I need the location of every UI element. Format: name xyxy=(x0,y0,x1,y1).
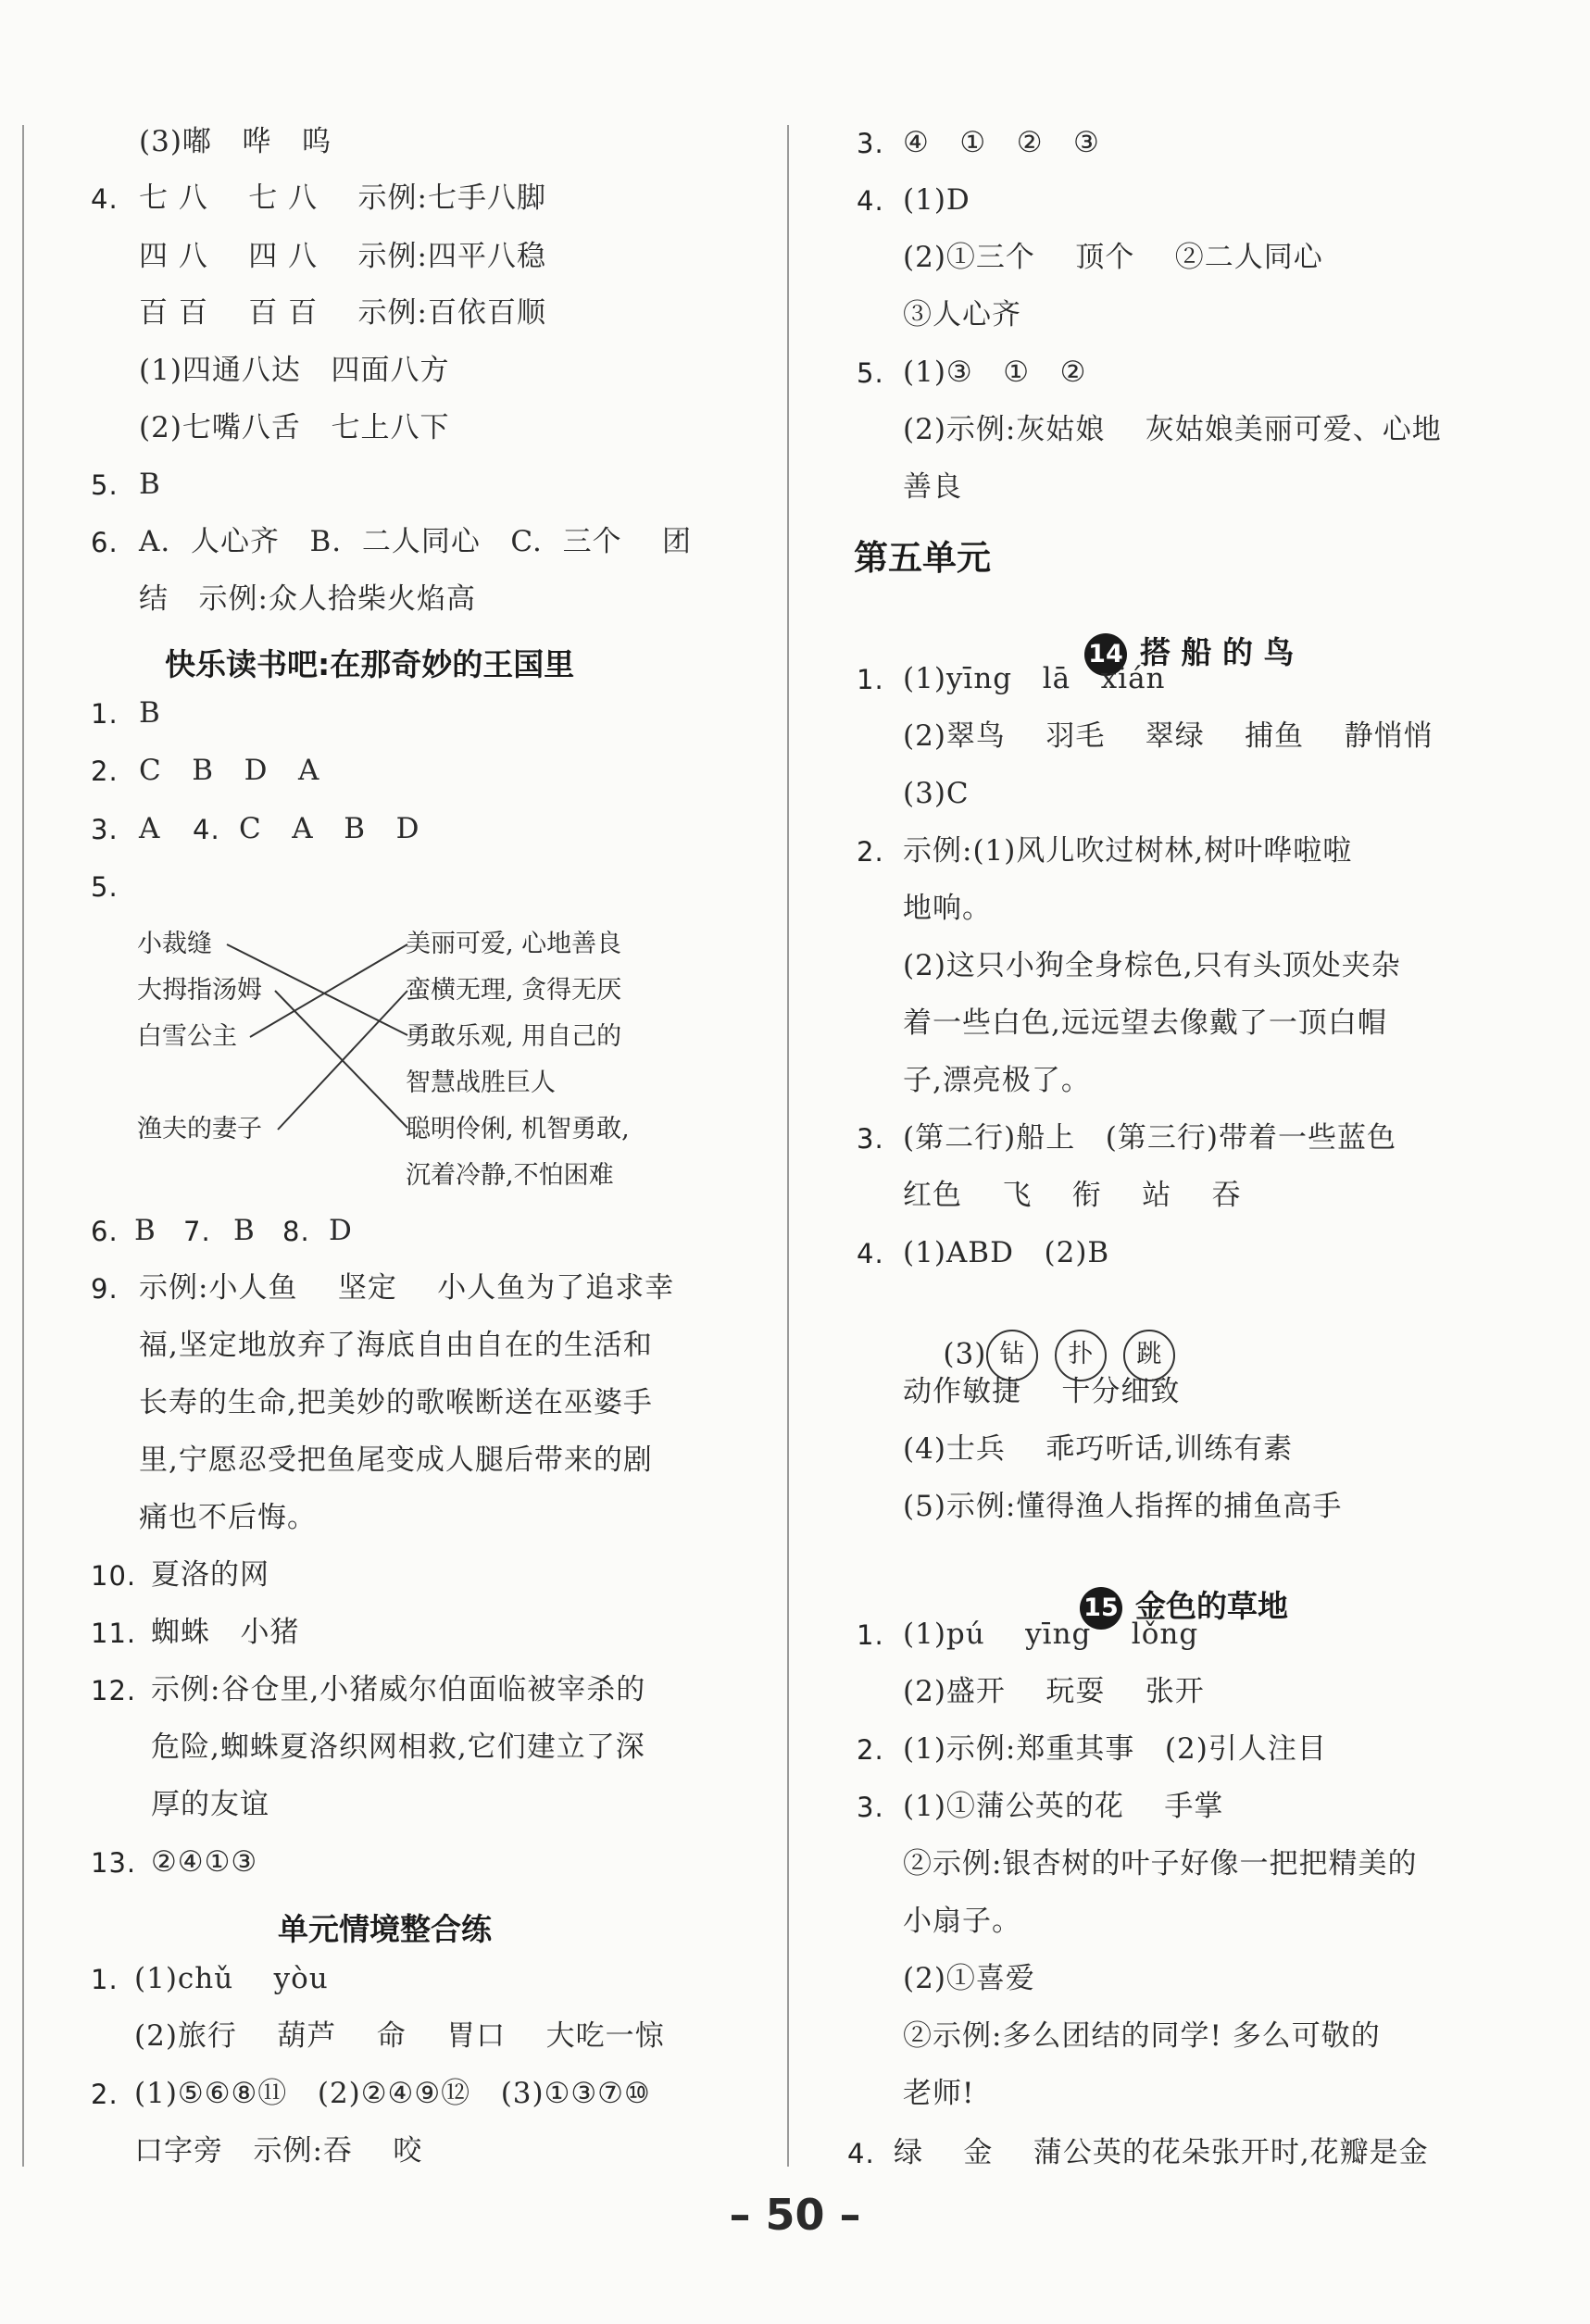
page-number: – 50 – xyxy=(729,2190,861,2240)
section-title-reading: 快乐读书吧:在那奇妙的王国里 xyxy=(165,646,575,682)
answer-line: 结 示例:众人拾柴火焰高 xyxy=(139,582,477,616)
answer-line: 口字旁 示例:吞 咬 xyxy=(134,2134,423,2168)
question-number: 2. xyxy=(91,756,119,787)
answer-line: 四 八 四 八 示例:四平八稳 xyxy=(139,240,546,273)
answer-line: (2)①喜爱 xyxy=(903,1962,1035,1995)
answer-line: A. 人心齐 B. 二人同心 C. 三个 团 xyxy=(139,525,693,558)
question-number: 3. xyxy=(857,1792,884,1823)
question-number: 4. xyxy=(91,183,119,215)
answer-line: 示例:谷仓里,小猪威尔伯面临被宰杀的 xyxy=(151,1673,646,1706)
question-number: 2. xyxy=(857,836,884,868)
answer-line: (3)C xyxy=(903,777,970,810)
answer-line: (3)嘟 哗 呜 xyxy=(139,125,332,158)
answer-line: 红色 飞 衔 站 吞 xyxy=(903,1179,1242,1212)
match-left-item: 白雪公主 xyxy=(137,1022,237,1051)
answer-line: 子,漂亮极了。 xyxy=(903,1064,1091,1097)
question-number: 4. xyxy=(857,1238,884,1269)
answer-line: (2)示例:灰姑娘 灰姑娘美丽可爱、心地 xyxy=(903,413,1442,446)
answer-line: C A B D xyxy=(239,812,420,845)
answer-line: 夏洛的网 xyxy=(151,1558,269,1592)
match-left-item: 大拇指汤姆 xyxy=(137,976,262,1005)
answer-line: ④ ① ② ③ xyxy=(903,126,1100,159)
answer-line: B xyxy=(134,1214,156,1247)
answer-line: 福,坚定地放弃了海底自由自在的生活和 xyxy=(139,1329,653,1362)
question-number: 3. xyxy=(91,814,119,845)
question-number: 2. xyxy=(857,1734,884,1766)
match-right-item: 蛮横无理, 贪得无厌 xyxy=(406,976,622,1005)
question-number: 10. xyxy=(91,1560,137,1592)
question-number: 2. xyxy=(91,2079,119,2110)
answer-line: (1)chǔ yòu xyxy=(134,1962,329,1995)
match-right-item: 聪明伶俐, 机智勇敢, xyxy=(406,1115,630,1143)
answer-line: (2)这只小狗全身棕色,只有头顶处夹杂 xyxy=(903,949,1401,982)
question-number: 3. xyxy=(857,1123,884,1155)
circled-char: 钻 xyxy=(986,1330,1038,1381)
answer-line: 里,宁愿忍受把鱼尾变成人腿后带来的剧 xyxy=(139,1443,653,1477)
answer-line: ②示例:多么团结的同学! 多么可敬的 xyxy=(903,2019,1381,2053)
answer-line: (4)士兵 乖巧听话,训练有素 xyxy=(903,1432,1294,1466)
answer-line: (2)翠鸟 羽毛 翠绿 捕鱼 静悄悄 xyxy=(903,719,1434,753)
column-divider xyxy=(787,125,789,2167)
question-number: 12. xyxy=(91,1675,137,1706)
question-number: 5. xyxy=(91,871,119,903)
answer-line: 蜘蛛 小猪 xyxy=(151,1616,300,1649)
match-right-item: 沉着冷静,不怕困难 xyxy=(406,1161,614,1190)
answer-line: B xyxy=(139,468,161,501)
question-number: 13. xyxy=(91,1847,137,1879)
question-number: 6. xyxy=(91,527,119,558)
answer-line: (1)⑤⑥⑧⑪ (2)②④⑨⑫ (3)①③⑦⑩ xyxy=(134,2077,651,2110)
answer-line: 示例:(1)风儿吹过树林,树叶哗啦啦 xyxy=(903,834,1353,868)
match-left-item: 小裁缝 xyxy=(137,930,212,958)
answer-line: 七 八 七 八 示例:七手八脚 xyxy=(139,181,546,215)
answer-line: (第二行)船上 (第三行)带着一些蓝色 xyxy=(903,1121,1396,1155)
answer-line: ③人心齐 xyxy=(903,298,1021,331)
answer-line: A xyxy=(139,812,161,845)
match-line xyxy=(227,944,407,1035)
question-number: 11. xyxy=(91,1618,137,1649)
answer-line: ②④①③ xyxy=(151,1845,258,1879)
question-number: 4. xyxy=(193,814,220,845)
circled-char: 跳 xyxy=(1123,1330,1175,1381)
question-number: 9. xyxy=(91,1273,119,1305)
answer-line: 绿 金 蒲公英的花朵张开时,花瓣是金 xyxy=(894,2136,1429,2169)
answer-line: 厚的友谊 xyxy=(151,1788,269,1821)
answer-line: (1)D xyxy=(903,183,970,217)
match-right-item: 美丽可爱, 心地善良 xyxy=(406,930,622,958)
lesson-title: 金色的草地 xyxy=(1134,1588,1288,1624)
answer-line: B xyxy=(233,1214,256,1247)
answer-line: 危险,蜘蛛夏洛织网相救,它们建立了深 xyxy=(151,1731,645,1764)
answer-line: D xyxy=(329,1214,353,1247)
answer-line: 善良 xyxy=(903,470,962,504)
question-number: 7. xyxy=(183,1216,211,1247)
question-number: 6. xyxy=(91,1216,119,1247)
answer-prefix: (3) xyxy=(943,1337,987,1371)
answer-line: 示例:小人鱼 坚定 小人鱼为了追求幸 xyxy=(139,1271,675,1305)
answer-line: (1)pú yīng lǒng xyxy=(903,1618,1199,1651)
answer-line: (2)七嘴八舌 七上八下 xyxy=(139,411,450,444)
question-number: 4. xyxy=(857,185,884,217)
question-number: 1. xyxy=(91,698,119,730)
answer-line: (1)四通八达 四面八方 xyxy=(139,354,450,387)
match-left-item: 渔夫的妻子 xyxy=(137,1115,262,1143)
match-right-item: 勇敢乐观, 用自己的 xyxy=(406,1022,622,1051)
matching-lines xyxy=(0,0,787,1222)
answer-line: 地响。 xyxy=(903,892,992,925)
question-number: 4. xyxy=(847,2138,875,2169)
answer-line: (1)ABD (2)B xyxy=(903,1236,1110,1269)
lesson-number-badge: 14 xyxy=(1084,633,1127,676)
answer-line: 老师! xyxy=(903,2077,975,2110)
answer-line: ②示例:银杏树的叶子好像一把把精美的 xyxy=(903,1847,1418,1880)
lesson-number-badge: 15 xyxy=(1080,1587,1122,1630)
question-number: 3. xyxy=(857,128,884,159)
answer-line: B xyxy=(139,696,161,730)
answer-line: (5)示例:懂得渔人指挥的捕鱼高手 xyxy=(903,1490,1343,1523)
unit-title: 第五单元 xyxy=(854,538,991,578)
answer-line: 痛也不后悔。 xyxy=(139,1501,317,1534)
question-number: 8. xyxy=(282,1216,310,1247)
question-number: 5. xyxy=(91,469,119,501)
answer-line: 长寿的生命,把美妙的歌喉断送在巫婆手 xyxy=(139,1386,653,1419)
answer-line: 小扇子。 xyxy=(903,1905,1021,1938)
lesson-title: 搭 船 的 鸟 xyxy=(1139,634,1295,670)
answer-line: 动作敏捷 十分细致 xyxy=(903,1375,1181,1408)
question-number: 1. xyxy=(91,1964,119,1995)
section-title-unit-practice: 单元情境整合练 xyxy=(278,1911,492,1947)
answer-line: (1)①蒲公英的花 手掌 xyxy=(903,1790,1224,1823)
answer-line: C B D A xyxy=(139,754,320,787)
answer-line: (1)示例:郑重其事 (2)引人注目 xyxy=(903,1732,1327,1766)
answer-line: (1)③ ① ② xyxy=(903,356,1087,389)
answer-line: 百 百 百 百 示例:百依百顺 xyxy=(139,296,546,330)
answer-line: (2)旅行 葫芦 命 胃口 大吃一惊 xyxy=(134,2019,665,2053)
answer-line: (2)盛开 玩耍 张开 xyxy=(903,1675,1205,1708)
answer-line: (2)①三个 顶个 ②二人同心 xyxy=(903,241,1323,274)
question-number: 1. xyxy=(857,664,884,695)
circled-char: 扑 xyxy=(1055,1330,1107,1381)
match-right-item: 智慧战胜巨人 xyxy=(406,1068,556,1097)
answer-line: (1)yīng lā xián xyxy=(903,662,1166,695)
question-number: 1. xyxy=(857,1619,884,1651)
answer-line: 着一些白色,远远望去像戴了一顶白帽 xyxy=(903,1006,1387,1040)
question-number: 5. xyxy=(857,357,884,389)
